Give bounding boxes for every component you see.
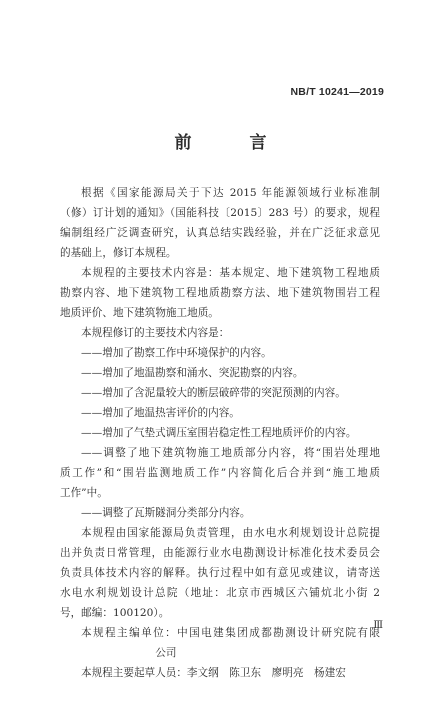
text-line: 本规程主编单位：中国电建集团成都勘测设计研究院有限 bbox=[81, 627, 380, 639]
text-line: ——增加了勘察工作中环境保护的内容。 bbox=[81, 347, 272, 359]
text-line: 负责具体技术内容的解释。执行过程中如有意见或建议，请寄送 bbox=[60, 567, 380, 579]
text-line: 号，邮编：100120）。 bbox=[60, 607, 170, 619]
text-line: 出并负责日常管理，由能源行业水电勘测设计标准化技术委员会 bbox=[60, 547, 380, 559]
text-line: 本规程主要起草人员：李文纲 陈卫东 廖明亮 杨建宏 bbox=[81, 667, 346, 679]
text-line: 勘察内容、地下建筑物工程地质勘察方法、地下建筑物围岩工程 bbox=[60, 287, 380, 299]
page-title: 前 言 bbox=[174, 133, 293, 153]
standard-code: NB/T 10241—2019 bbox=[290, 86, 384, 98]
text-line: ——增加了气垫式调压室围岩稳定性工程地质评价的内容。 bbox=[81, 427, 357, 439]
text-line: 本规程由国家能源局负责管理，由水电水利规划设计总院提 bbox=[81, 527, 380, 539]
text-line: 地质评价、地下建筑物施工地质。 bbox=[60, 307, 219, 319]
text-line: 根据《国家能源局关于下达 2015 年能源领域行业标准制 bbox=[81, 187, 380, 199]
text-line: 质工作”和“围岩监测地质工作”内容简化后合并到“施工地质 bbox=[60, 467, 380, 479]
text-line: ——增加了地温勘察和涌水、突泥勘察的内容。 bbox=[81, 367, 304, 379]
text-line: （修）订计划的通知》（国能科技〔2015〕283 号）的要求，规程 bbox=[60, 207, 380, 219]
text-line: ——增加了含泥量较大的断层破碎带的突泥预测的内容。 bbox=[81, 387, 346, 399]
preface-body bbox=[60, 183, 380, 683]
text-line: ——增加了地温热害评价的内容。 bbox=[81, 407, 240, 419]
text-line: 的基础上，修订本规程。 bbox=[60, 247, 177, 259]
text-line: 工作”中。 bbox=[60, 487, 108, 499]
page-number: Ⅲ bbox=[373, 620, 383, 631]
text-line: 水电水利规划设计总院（地址：北京市西城区六铺炕北小街 2 bbox=[60, 587, 380, 599]
text-line: ——调整了地下建筑物施工地质部分内容，将“围岩处理地 bbox=[81, 447, 380, 459]
text-line: 编制组经广泛调查研究，认真总结实践经验，并在广泛征求意见 bbox=[60, 227, 380, 239]
text-line: ——调整了瓦斯隧洞分类部分内容。 bbox=[81, 507, 251, 519]
text-line: 本规程的主要技术内容是：基本规定、地下建筑物工程地质 bbox=[81, 267, 380, 279]
text-line: 本规程修订的主要技术内容是： bbox=[81, 327, 230, 339]
text-line: 公司 bbox=[60, 647, 177, 659]
